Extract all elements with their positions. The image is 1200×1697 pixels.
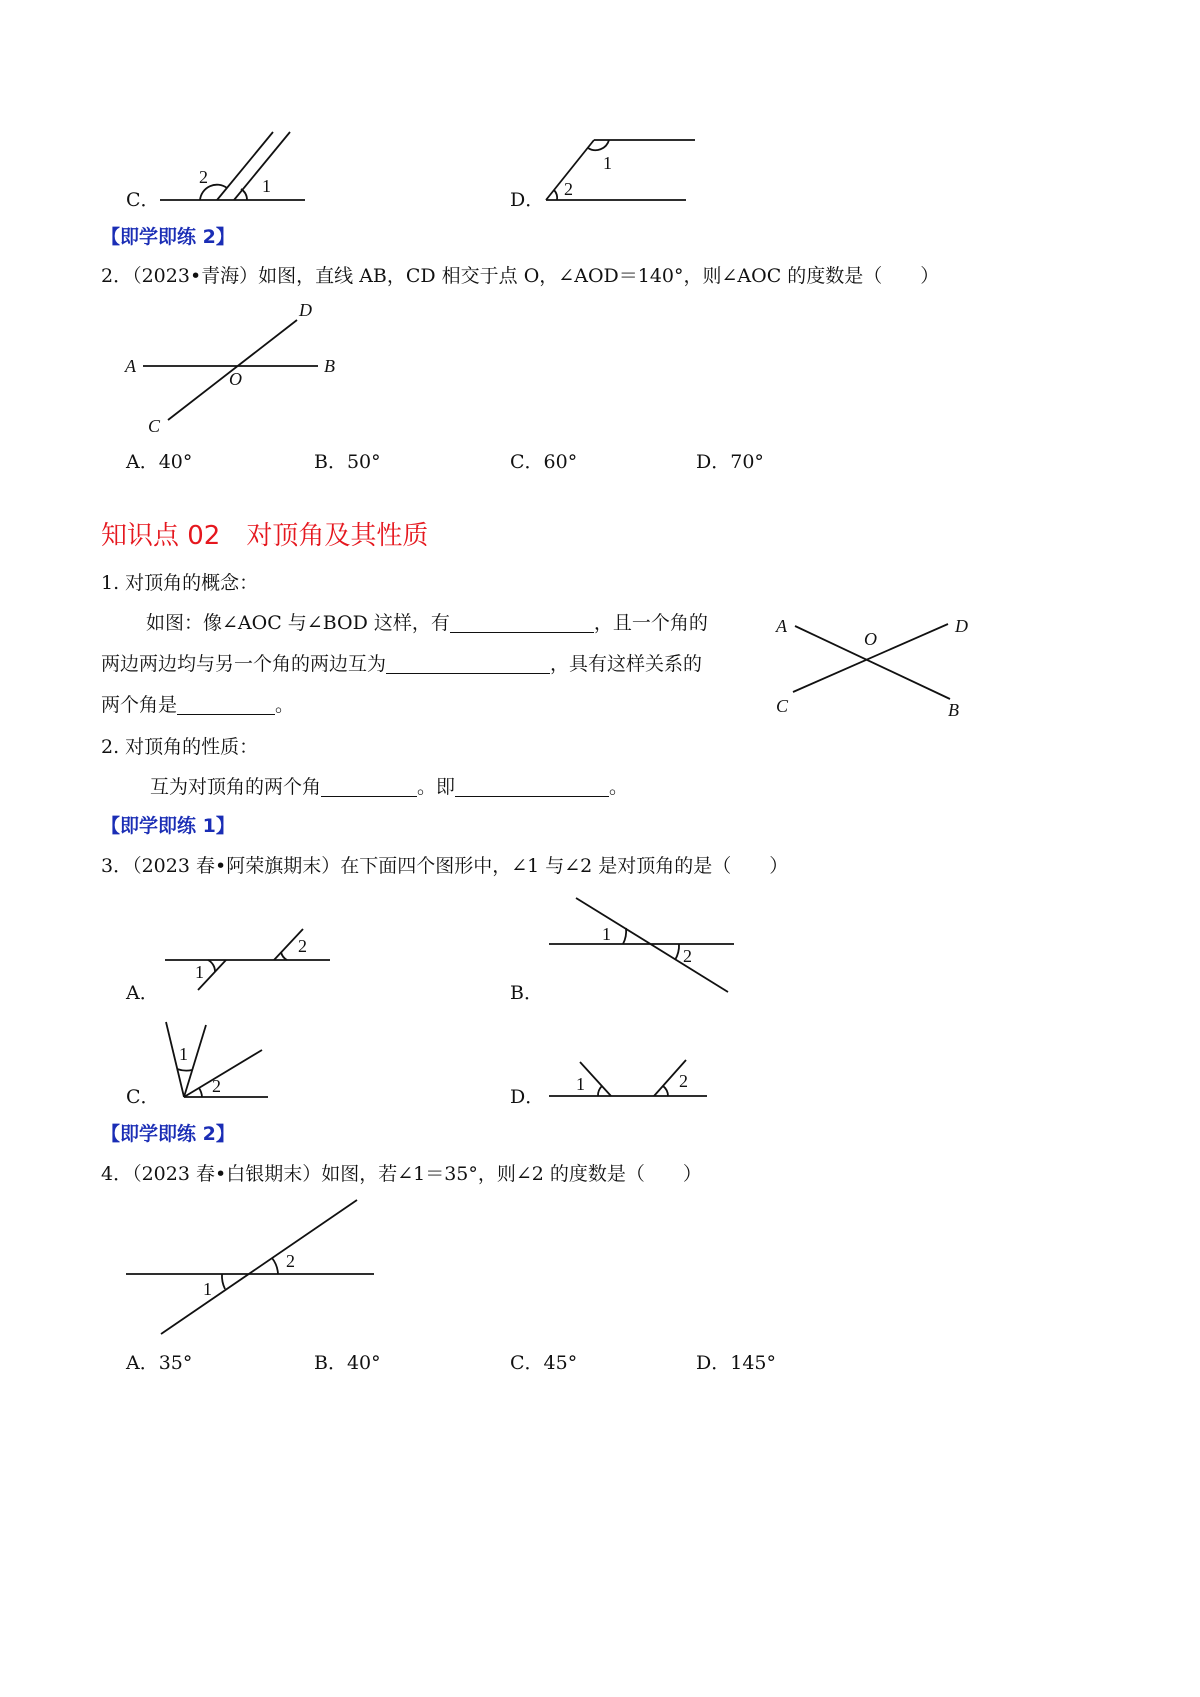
point-label-d: D [955, 616, 968, 636]
option-c: C．45° [510, 1352, 578, 1374]
option-b-label: B． [510, 982, 543, 1004]
concept-line-3-text: 两个角是 [101, 694, 178, 716]
concept-line-3-tail: 。 [275, 694, 295, 716]
fill-blank[interactable] [321, 776, 417, 797]
option-d: D．145° [696, 1352, 776, 1374]
practice-heading: 【即学即练 1】 [101, 815, 235, 837]
concept-line-2 [101, 652, 702, 676]
fill-blank[interactable] [455, 776, 609, 797]
option-d: D．70° [696, 451, 764, 473]
concept-line-1-tail: ，且一个角的 [593, 612, 708, 634]
option-d-label: D． [510, 1086, 545, 1108]
property-line-text: 互为对顶角的两个角 [150, 776, 322, 798]
property-line-mid: 。即 [417, 776, 456, 798]
angle-label-1: 1 [203, 1279, 212, 1299]
option-b: B．40° [314, 1352, 381, 1374]
point-label-o: O [229, 369, 242, 389]
fill-blank[interactable] [386, 653, 550, 674]
property-line-tail: 。 [609, 776, 629, 798]
angle-label-2: 2 [286, 1251, 295, 1271]
point-label-a: A [125, 356, 136, 376]
point-label-c: C [148, 416, 161, 436]
concept-line-2-tail: ，具有这样关系的 [550, 653, 703, 675]
point-label-o: O [864, 629, 877, 649]
option-d-label: D． [510, 189, 545, 211]
angle-label-1: 1 [603, 153, 612, 173]
property-line [150, 775, 628, 799]
point-label-d: D [299, 300, 312, 320]
point-label-c: C [776, 696, 789, 716]
angle-label-1: 1 [602, 924, 611, 944]
angle-label-1: 1 [576, 1074, 585, 1094]
question-2-stem: 2．（2023•青海）如图，直线 AB，CD 相交于点 O，∠AOD＝140°，则∠AOC 的度数是（ ） [101, 265, 940, 287]
point-label-b: B [948, 700, 959, 720]
angle-label-2: 2 [679, 1071, 688, 1091]
angle-label-2: 2 [212, 1076, 221, 1096]
property-heading: 2. 对顶角的性质： [101, 736, 259, 758]
option-c-label: C． [126, 1086, 160, 1108]
point-label-b: B [324, 356, 335, 376]
angle-label-1: 1 [179, 1044, 188, 1064]
angle-label-2: 2 [298, 936, 307, 956]
option-a-label: A． [126, 982, 159, 1004]
fill-blank[interactable] [177, 694, 275, 715]
concept-heading: 1. 对顶角的概念： [101, 572, 259, 594]
angle-label-2: 2 [199, 167, 208, 187]
fill-blank[interactable] [450, 612, 594, 633]
concept-line-2-text: 两边两边均与另一个角的两边互为 [101, 653, 387, 675]
option-a: A．35° [126, 1352, 193, 1374]
concept-line-1 [146, 611, 708, 635]
option-b: B．50° [314, 451, 381, 473]
angle-label-2: 2 [564, 179, 573, 199]
question-3-stem: 3．（2023 春•阿荣旗期末）在下面四个图形中，∠1 与∠2 是对顶角的是（ ） [101, 855, 789, 877]
practice-heading: 【即学即练 2】 [101, 1123, 235, 1145]
question-4-stem: 4．（2023 春•白银期末）如图，若∠1＝35°，则∠2 的度数是（ ） [101, 1163, 702, 1185]
angle-label-2: 2 [683, 946, 692, 966]
concept-line-1-text: 如图：像∠AOC 与∠BOD 这样，有 [146, 612, 450, 634]
angle-label-1: 1 [262, 176, 271, 196]
option-c: C．60° [510, 451, 578, 473]
practice-heading: 【即学即练 2】 [101, 226, 235, 248]
section-title: 知识点 02 对顶角及其性质 [101, 521, 429, 551]
option-a: A．40° [126, 451, 193, 473]
point-label-a: A [776, 616, 787, 636]
angle-label-1: 1 [195, 962, 204, 982]
option-c-label: C． [126, 189, 160, 211]
concept-line-3 [101, 693, 294, 717]
